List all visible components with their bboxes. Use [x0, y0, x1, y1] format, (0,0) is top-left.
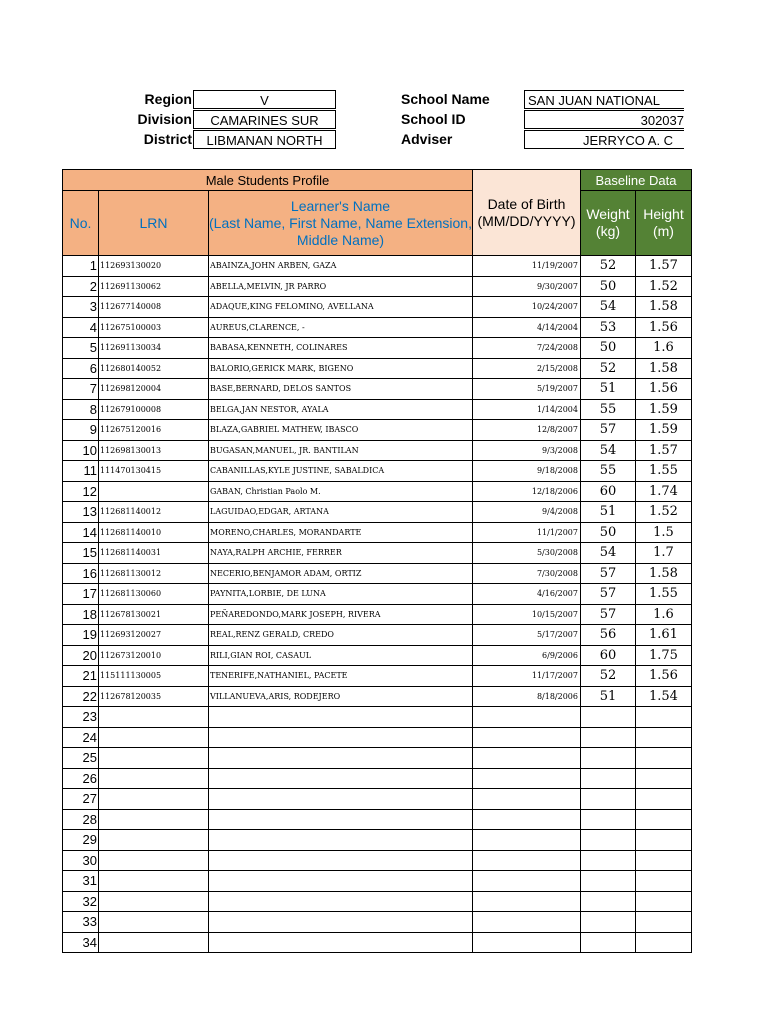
dob-cell[interactable]: 7/30/2008 [472, 563, 580, 584]
division-label: Division [137, 111, 192, 127]
lrn-cell[interactable]: 112691130062 [99, 276, 209, 297]
dob-cell[interactable] [472, 871, 580, 892]
lrn-cell[interactable] [99, 789, 209, 810]
table-row [63, 891, 692, 912]
lrn-cell[interactable]: 112673120010 [99, 645, 209, 666]
height-cell[interactable]: 1.54 [635, 686, 691, 707]
table-body [63, 256, 692, 953]
dob-cell[interactable]: 5/17/2007 [472, 625, 580, 646]
row-number[interactable]: 27 [63, 789, 99, 810]
profile-title: Male Students Profile [63, 170, 473, 191]
table-row [63, 707, 692, 728]
school-id-value[interactable]: 302037 [524, 110, 684, 129]
weight-cell[interactable]: 50 [580, 276, 635, 297]
table-row [63, 768, 692, 789]
weight-cell[interactable]: 55 [580, 461, 635, 482]
row-number[interactable]: 32 [63, 891, 99, 912]
learner-name-cell[interactable]: CABANILLAS,KYLE JUSTINE, SABALDICA [209, 461, 473, 482]
weight-cell[interactable]: 52 [580, 256, 635, 277]
weight-cell[interactable] [580, 789, 635, 810]
weight-cell[interactable]: 50 [580, 522, 635, 543]
lrn-cell[interactable]: 112679100008 [99, 399, 209, 420]
learner-name-cell[interactable] [209, 727, 473, 748]
lrn-cell[interactable] [99, 727, 209, 748]
weight-cell[interactable] [580, 891, 635, 912]
row-number[interactable]: 13 [63, 502, 99, 523]
weight-cell[interactable] [580, 871, 635, 892]
table-row [63, 317, 692, 338]
table-row [63, 932, 692, 953]
row-number[interactable]: 4 [63, 317, 99, 338]
learner-name-cell[interactable]: ABELLA,MELVIN, JR PARRO [209, 276, 473, 297]
row-number[interactable]: 8 [63, 399, 99, 420]
height-cell[interactable]: 1.59 [635, 420, 691, 441]
table-row [63, 912, 692, 933]
weight-cell[interactable]: 57 [580, 584, 635, 605]
dob-cell[interactable]: 11/1/2007 [472, 522, 580, 543]
learner-name-cell[interactable]: AUREUS,CLARENCE, - [209, 317, 473, 338]
dob-cell[interactable]: 9/30/2007 [472, 276, 580, 297]
height-cell[interactable]: 1.57 [635, 440, 691, 461]
row-number[interactable]: 12 [63, 481, 99, 502]
weight-cell[interactable]: 54 [580, 543, 635, 564]
dob-cell[interactable]: 5/30/2008 [472, 543, 580, 564]
weight-cell[interactable] [580, 748, 635, 769]
learner-name-cell[interactable] [209, 789, 473, 810]
learner-name-cell[interactable]: MORENO,CHARLES, MORANDARTE [209, 522, 473, 543]
row-number[interactable]: 24 [63, 727, 99, 748]
learner-name-cell[interactable] [209, 932, 473, 953]
table-row [63, 645, 692, 666]
learner-name-cell[interactable]: NECERIO,BENJAMOR ADAM, ORTIZ [209, 563, 473, 584]
height-cell[interactable]: 1.58 [635, 297, 691, 318]
table-row [63, 297, 692, 318]
division-value[interactable]: CAMARINES SUR [193, 110, 336, 129]
learner-name-cell[interactable] [209, 768, 473, 789]
height-cell[interactable] [635, 891, 691, 912]
learner-name-cell[interactable] [209, 871, 473, 892]
table-row [63, 584, 692, 605]
table-row [63, 748, 692, 769]
row-number[interactable]: 31 [63, 871, 99, 892]
weight-cell[interactable]: 60 [580, 645, 635, 666]
dob-cell[interactable] [472, 748, 580, 769]
row-number[interactable]: 21 [63, 666, 99, 687]
weight-cell[interactable]: 57 [580, 604, 635, 625]
weight-cell[interactable]: 54 [580, 297, 635, 318]
dob-cell[interactable]: 6/9/2006 [472, 645, 580, 666]
table-row [63, 871, 692, 892]
dob-cell[interactable] [472, 891, 580, 912]
lrn-cell[interactable] [99, 932, 209, 953]
table-row [63, 666, 692, 687]
dob-cell[interactable]: 11/19/2007 [472, 256, 580, 277]
learner-name-cell[interactable]: BALORIO,GERICK MARK, BIGENO [209, 358, 473, 379]
row-number[interactable]: 14 [63, 522, 99, 543]
row-number[interactable]: 5 [63, 338, 99, 359]
dob-cell[interactable]: 9/4/2008 [472, 502, 580, 523]
weight-cell[interactable] [580, 768, 635, 789]
weight-cell[interactable]: 52 [580, 358, 635, 379]
lrn-cell[interactable]: 115111130005 [99, 666, 209, 687]
height-cell[interactable]: 1.52 [635, 276, 691, 297]
table-row [63, 461, 692, 482]
lrn-cell[interactable]: 112675120016 [99, 420, 209, 441]
learner-name-cell[interactable]: REAL,RENZ GERALD, CREDO [209, 625, 473, 646]
lrn-cell[interactable] [99, 912, 209, 933]
learner-name-cell[interactable] [209, 850, 473, 871]
weight-cell[interactable]: 57 [580, 563, 635, 584]
district-label: District [143, 131, 192, 147]
dob-cell[interactable]: 9/3/2008 [472, 440, 580, 461]
dob-cell[interactable]: 12/8/2007 [472, 420, 580, 441]
lrn-cell[interactable] [99, 809, 209, 830]
table-row [63, 358, 692, 379]
height-cell[interactable]: 1.75 [635, 645, 691, 666]
learner-name-header [209, 191, 473, 256]
table-row [63, 481, 692, 502]
learner-name-cell[interactable]: TENERIFE,NATHANIEL, PACETE [209, 666, 473, 687]
row-number[interactable]: 2 [63, 276, 99, 297]
lrn-cell[interactable]: 112681140010 [99, 522, 209, 543]
height-cell[interactable]: 1.58 [635, 563, 691, 584]
table-row [63, 420, 692, 441]
dob-cell[interactable]: 1/14/2004 [472, 399, 580, 420]
lrn-cell[interactable] [99, 748, 209, 769]
height-cell[interactable]: 1.6 [635, 604, 691, 625]
row-number[interactable]: 20 [63, 645, 99, 666]
learner-name-line3: Middle Name) [296, 231, 385, 248]
learner-name-cell[interactable]: BABASA,KENNETH, COLINARES [209, 338, 473, 359]
table-row [63, 502, 692, 523]
row-number[interactable]: 7 [63, 379, 99, 400]
learner-name-cell[interactable]: GABAN, Christian Paolo M. [209, 481, 473, 502]
dob-cell[interactable] [472, 789, 580, 810]
lrn-cell[interactable] [99, 481, 209, 502]
learner-name-cell[interactable]: PAYNITA,LORBIE, DE LUNA [209, 584, 473, 605]
dob-cell[interactable] [472, 932, 580, 953]
learner-name-line1: Learner's Name [290, 197, 391, 214]
learner-name-cell[interactable] [209, 809, 473, 830]
table-row [63, 379, 692, 400]
weight-cell[interactable] [580, 912, 635, 933]
row-number[interactable]: 9 [63, 420, 99, 441]
height-cell[interactable] [635, 809, 691, 830]
lrn-header: LRN [99, 191, 209, 256]
lrn-cell[interactable] [99, 707, 209, 728]
learner-name-cell[interactable]: ABAINZA,JOHN ARBEN, GAZA [209, 256, 473, 277]
lrn-cell[interactable]: 112693130020 [99, 256, 209, 277]
learner-name-cell[interactable]: BELGA,JAN NESTOR, AYALA [209, 399, 473, 420]
table-row [63, 399, 692, 420]
table-row [63, 338, 692, 359]
dob-cell[interactable]: 9/18/2008 [472, 461, 580, 482]
dob-cell[interactable]: 12/18/2006 [472, 481, 580, 502]
weight-cell[interactable]: 51 [580, 502, 635, 523]
lrn-cell[interactable]: 112680140052 [99, 358, 209, 379]
row-number[interactable]: 11 [63, 461, 99, 482]
school-id-label: School ID [401, 111, 466, 127]
height-cell[interactable] [635, 932, 691, 953]
learner-name-cell[interactable] [209, 891, 473, 912]
height-cell[interactable]: 1.61 [635, 625, 691, 646]
dob-cell[interactable]: 7/24/2008 [472, 338, 580, 359]
height-cell[interactable]: 1.57 [635, 256, 691, 277]
no-header: No. [63, 191, 99, 256]
row-number[interactable]: 3 [63, 297, 99, 318]
row-number[interactable]: 18 [63, 604, 99, 625]
learner-name-cell[interactable]: BUGASAN,MANUEL, JR. BANTILAN [209, 440, 473, 461]
height-cell[interactable]: 1.52 [635, 502, 691, 523]
dob-header-line2: (MM/DD/YYYY) [477, 212, 576, 229]
height-cell[interactable] [635, 748, 691, 769]
lrn-cell[interactable]: 112678120035 [99, 686, 209, 707]
dob-cell[interactable]: 10/24/2007 [472, 297, 580, 318]
row-number[interactable]: 23 [63, 707, 99, 728]
learner-name-cell[interactable]: VILLANUEVA,ARIS, RODEJERO [209, 686, 473, 707]
dob-cell[interactable] [472, 768, 580, 789]
row-number[interactable]: 17 [63, 584, 99, 605]
weight-cell[interactable]: 51 [580, 686, 635, 707]
height-cell[interactable] [635, 727, 691, 748]
lrn-cell[interactable] [99, 891, 209, 912]
weight-cell[interactable]: 54 [580, 440, 635, 461]
table-row [63, 563, 692, 584]
school-name-value[interactable]: SAN JUAN NATIONAL [524, 90, 684, 109]
height-cell[interactable]: 1.74 [635, 481, 691, 502]
table-row [63, 850, 692, 871]
weight-cell[interactable] [580, 850, 635, 871]
learner-name-cell[interactable]: BLAZA,GABRIEL MATHEW, IBASCO [209, 420, 473, 441]
weight-cell[interactable]: 56 [580, 625, 635, 646]
dob-cell[interactable] [472, 850, 580, 871]
table-row [63, 256, 692, 277]
male-students-table [62, 169, 692, 953]
table-row [63, 686, 692, 707]
row-number[interactable]: 1 [63, 256, 99, 277]
learner-name-line2: (Last Name, First Name, Name Extension, [209, 214, 472, 231]
row-number[interactable]: 6 [63, 358, 99, 379]
learner-name-cell[interactable]: NAYA,RALPH ARCHIE, FERRER [209, 543, 473, 564]
row-number[interactable]: 26 [63, 768, 99, 789]
lrn-cell[interactable]: 111470130415 [99, 461, 209, 482]
weight-cell[interactable] [580, 707, 635, 728]
region-label: Region [144, 91, 192, 107]
table-row [63, 276, 692, 297]
baseline-title: Baseline Data [580, 170, 691, 191]
dob-cell[interactable] [472, 912, 580, 933]
height-cell[interactable]: 1.58 [635, 358, 691, 379]
height-cell[interactable] [635, 871, 691, 892]
weight-cell[interactable]: 50 [580, 338, 635, 359]
learner-name-cell[interactable]: BASE,BERNARD, DELOS SANTOS [209, 379, 473, 400]
weight-cell[interactable]: 53 [580, 317, 635, 338]
row-number[interactable]: 19 [63, 625, 99, 646]
height-cell[interactable] [635, 768, 691, 789]
dob-cell[interactable]: 5/19/2007 [472, 379, 580, 400]
height-header [635, 191, 691, 256]
lrn-cell[interactable]: 112681130012 [99, 563, 209, 584]
dob-cell[interactable]: 4/16/2007 [472, 584, 580, 605]
weight-cell[interactable] [580, 809, 635, 830]
row-number[interactable]: 16 [63, 563, 99, 584]
dob-cell[interactable]: 4/14/2004 [472, 317, 580, 338]
table-row [63, 543, 692, 564]
row-number[interactable]: 10 [63, 440, 99, 461]
dob-cell[interactable] [472, 727, 580, 748]
table-row [63, 625, 692, 646]
weight-cell[interactable]: 55 [580, 399, 635, 420]
height-cell[interactable]: 1.56 [635, 379, 691, 400]
learner-name-cell[interactable] [209, 912, 473, 933]
table-row [63, 789, 692, 810]
weight-cell[interactable]: 52 [580, 666, 635, 687]
weight-cell[interactable]: 57 [580, 420, 635, 441]
lrn-cell[interactable]: 112681140031 [99, 543, 209, 564]
adviser-value[interactable]: JERRYCO A. C [524, 130, 684, 149]
height-header-line2: (m) [652, 223, 674, 239]
weight-cell[interactable]: 60 [580, 481, 635, 502]
row-number[interactable]: 34 [63, 932, 99, 953]
weight-header-line2: (kg) [595, 223, 621, 239]
height-cell[interactable] [635, 830, 691, 851]
height-cell[interactable] [635, 789, 691, 810]
row-number[interactable]: 30 [63, 850, 99, 871]
dob-header [472, 170, 580, 256]
weight-header [580, 191, 635, 256]
lrn-cell[interactable] [99, 830, 209, 851]
lrn-cell[interactable]: 112691130034 [99, 338, 209, 359]
adviser-label: Adviser [401, 131, 453, 147]
dob-cell[interactable]: 8/18/2006 [472, 686, 580, 707]
weight-cell[interactable] [580, 932, 635, 953]
dob-cell[interactable] [472, 707, 580, 728]
height-cell[interactable] [635, 850, 691, 871]
learner-name-cell[interactable] [209, 707, 473, 728]
weight-cell[interactable]: 51 [580, 379, 635, 400]
learner-name-cell[interactable]: PEÑAREDONDO,MARK JOSEPH, RIVERA [209, 604, 473, 625]
height-cell[interactable] [635, 707, 691, 728]
weight-cell[interactable] [580, 830, 635, 851]
table-row [63, 809, 692, 830]
row-number[interactable]: 33 [63, 912, 99, 933]
weight-header-line1: Weight [586, 206, 630, 222]
region-value[interactable]: V [193, 90, 336, 109]
learner-name-cell[interactable]: ADAQUE,KING FELOMINO, AVELLANA [209, 297, 473, 318]
dob-cell[interactable]: 2/15/2008 [472, 358, 580, 379]
table-row [63, 727, 692, 748]
row-number[interactable]: 22 [63, 686, 99, 707]
lrn-cell[interactable]: 112698120004 [99, 379, 209, 400]
row-number[interactable]: 28 [63, 809, 99, 830]
table-row [63, 440, 692, 461]
height-cell[interactable]: 1.7 [635, 543, 691, 564]
row-number[interactable]: 29 [63, 830, 99, 851]
lrn-cell[interactable] [99, 850, 209, 871]
lrn-cell[interactable]: 112693120027 [99, 625, 209, 646]
height-header-line1: Height [643, 206, 684, 222]
height-cell[interactable]: 1.5 [635, 522, 691, 543]
height-cell[interactable]: 1.55 [635, 461, 691, 482]
height-cell[interactable]: 1.55 [635, 584, 691, 605]
row-number[interactable]: 15 [63, 543, 99, 564]
height-cell[interactable]: 1.6 [635, 338, 691, 359]
lrn-cell[interactable]: 112678130021 [99, 604, 209, 625]
dob-cell[interactable]: 11/17/2007 [472, 666, 580, 687]
lrn-cell[interactable] [99, 871, 209, 892]
learner-name-cell[interactable]: RILI,GIAN ROI, CASAUL [209, 645, 473, 666]
dob-cell[interactable] [472, 830, 580, 851]
lrn-cell[interactable]: 112698130013 [99, 440, 209, 461]
height-cell[interactable] [635, 912, 691, 933]
dob-cell[interactable]: 10/15/2007 [472, 604, 580, 625]
dob-header-line1: Date of Birth [487, 195, 566, 212]
weight-cell[interactable] [580, 727, 635, 748]
lrn-cell[interactable]: 112681140012 [99, 502, 209, 523]
height-cell[interactable]: 1.56 [635, 317, 691, 338]
table-row [63, 830, 692, 851]
lrn-cell[interactable] [99, 768, 209, 789]
height-cell[interactable]: 1.56 [635, 666, 691, 687]
height-cell[interactable]: 1.59 [635, 399, 691, 420]
lrn-cell[interactable]: 112681130060 [99, 584, 209, 605]
learner-name-cell[interactable] [209, 830, 473, 851]
table-row [63, 604, 692, 625]
lrn-cell[interactable]: 112677140008 [99, 297, 209, 318]
table-row [63, 522, 692, 543]
district-value[interactable]: LIBMANAN NORTH [193, 130, 336, 149]
learner-name-cell[interactable]: LAGUIDAO,EDGAR, ARTANA [209, 502, 473, 523]
school-name-label: School Name [401, 91, 490, 107]
learner-name-cell[interactable] [209, 748, 473, 769]
row-number[interactable]: 25 [63, 748, 99, 769]
lrn-cell[interactable]: 112675100003 [99, 317, 209, 338]
dob-cell[interactable] [472, 809, 580, 830]
